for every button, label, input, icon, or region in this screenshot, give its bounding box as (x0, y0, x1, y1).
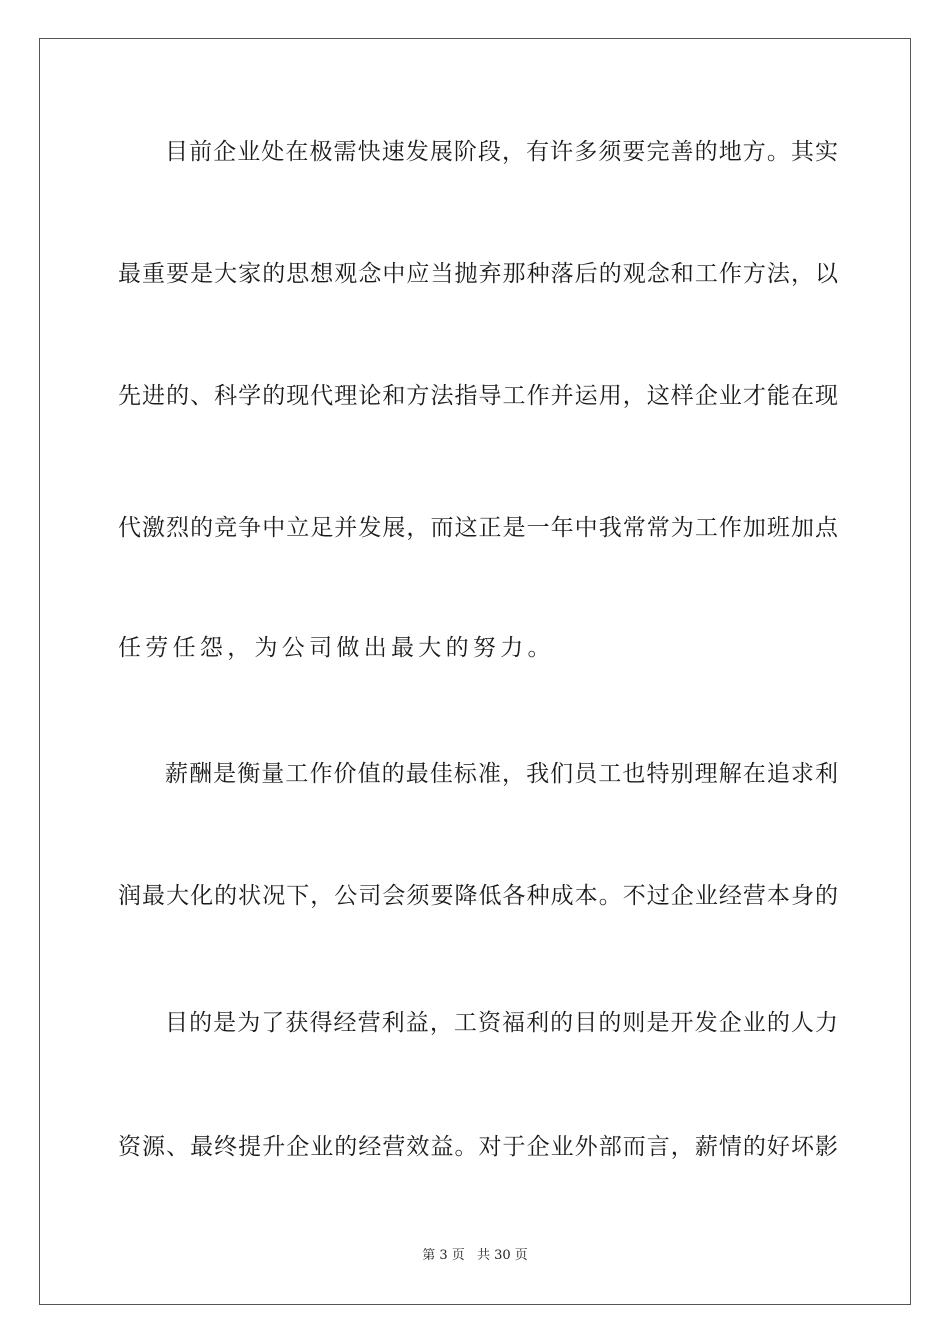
paragraph-line: 薪酬是衡量工作价值的最佳标准，我们员工也特别理解在追求利 (165, 761, 838, 787)
page-border (39, 38, 911, 1305)
paragraph-line: 最重要是大家的思想观念中应当抛弃那种落后的观念和工作方法，以 (118, 261, 838, 287)
page-number: 第 3 页 (422, 1248, 465, 1263)
paragraph-line: 任劳任怨，为公司做出最大的努力。 (118, 635, 555, 661)
page-total: 共 30 页 (476, 1248, 528, 1263)
paragraph-line: 目前企业处在极需快速发展阶段，有许多须要完善的地方。其实 (165, 139, 838, 165)
paragraph-line: 目的是为了获得经营利益，工资福利的目的则是开发企业的人力 (165, 1010, 838, 1036)
paragraph-line: 资源、最终提升企业的经营效益。对于企业外部而言，薪情的好坏影 (118, 1134, 838, 1160)
paragraph-line: 润最大化的状况下，公司会须要降低各种成本。不过企业经营本身的 (118, 883, 838, 909)
page-footer (0, 1248, 950, 1264)
paragraph-line: 代激烈的竞争中立足并发展，而这正是一年中我常常为工作加班加点 (118, 515, 838, 541)
paragraph-line: 先进的、科学的现代理论和方法指导工作并运用，这样企业才能在现 (118, 383, 838, 409)
